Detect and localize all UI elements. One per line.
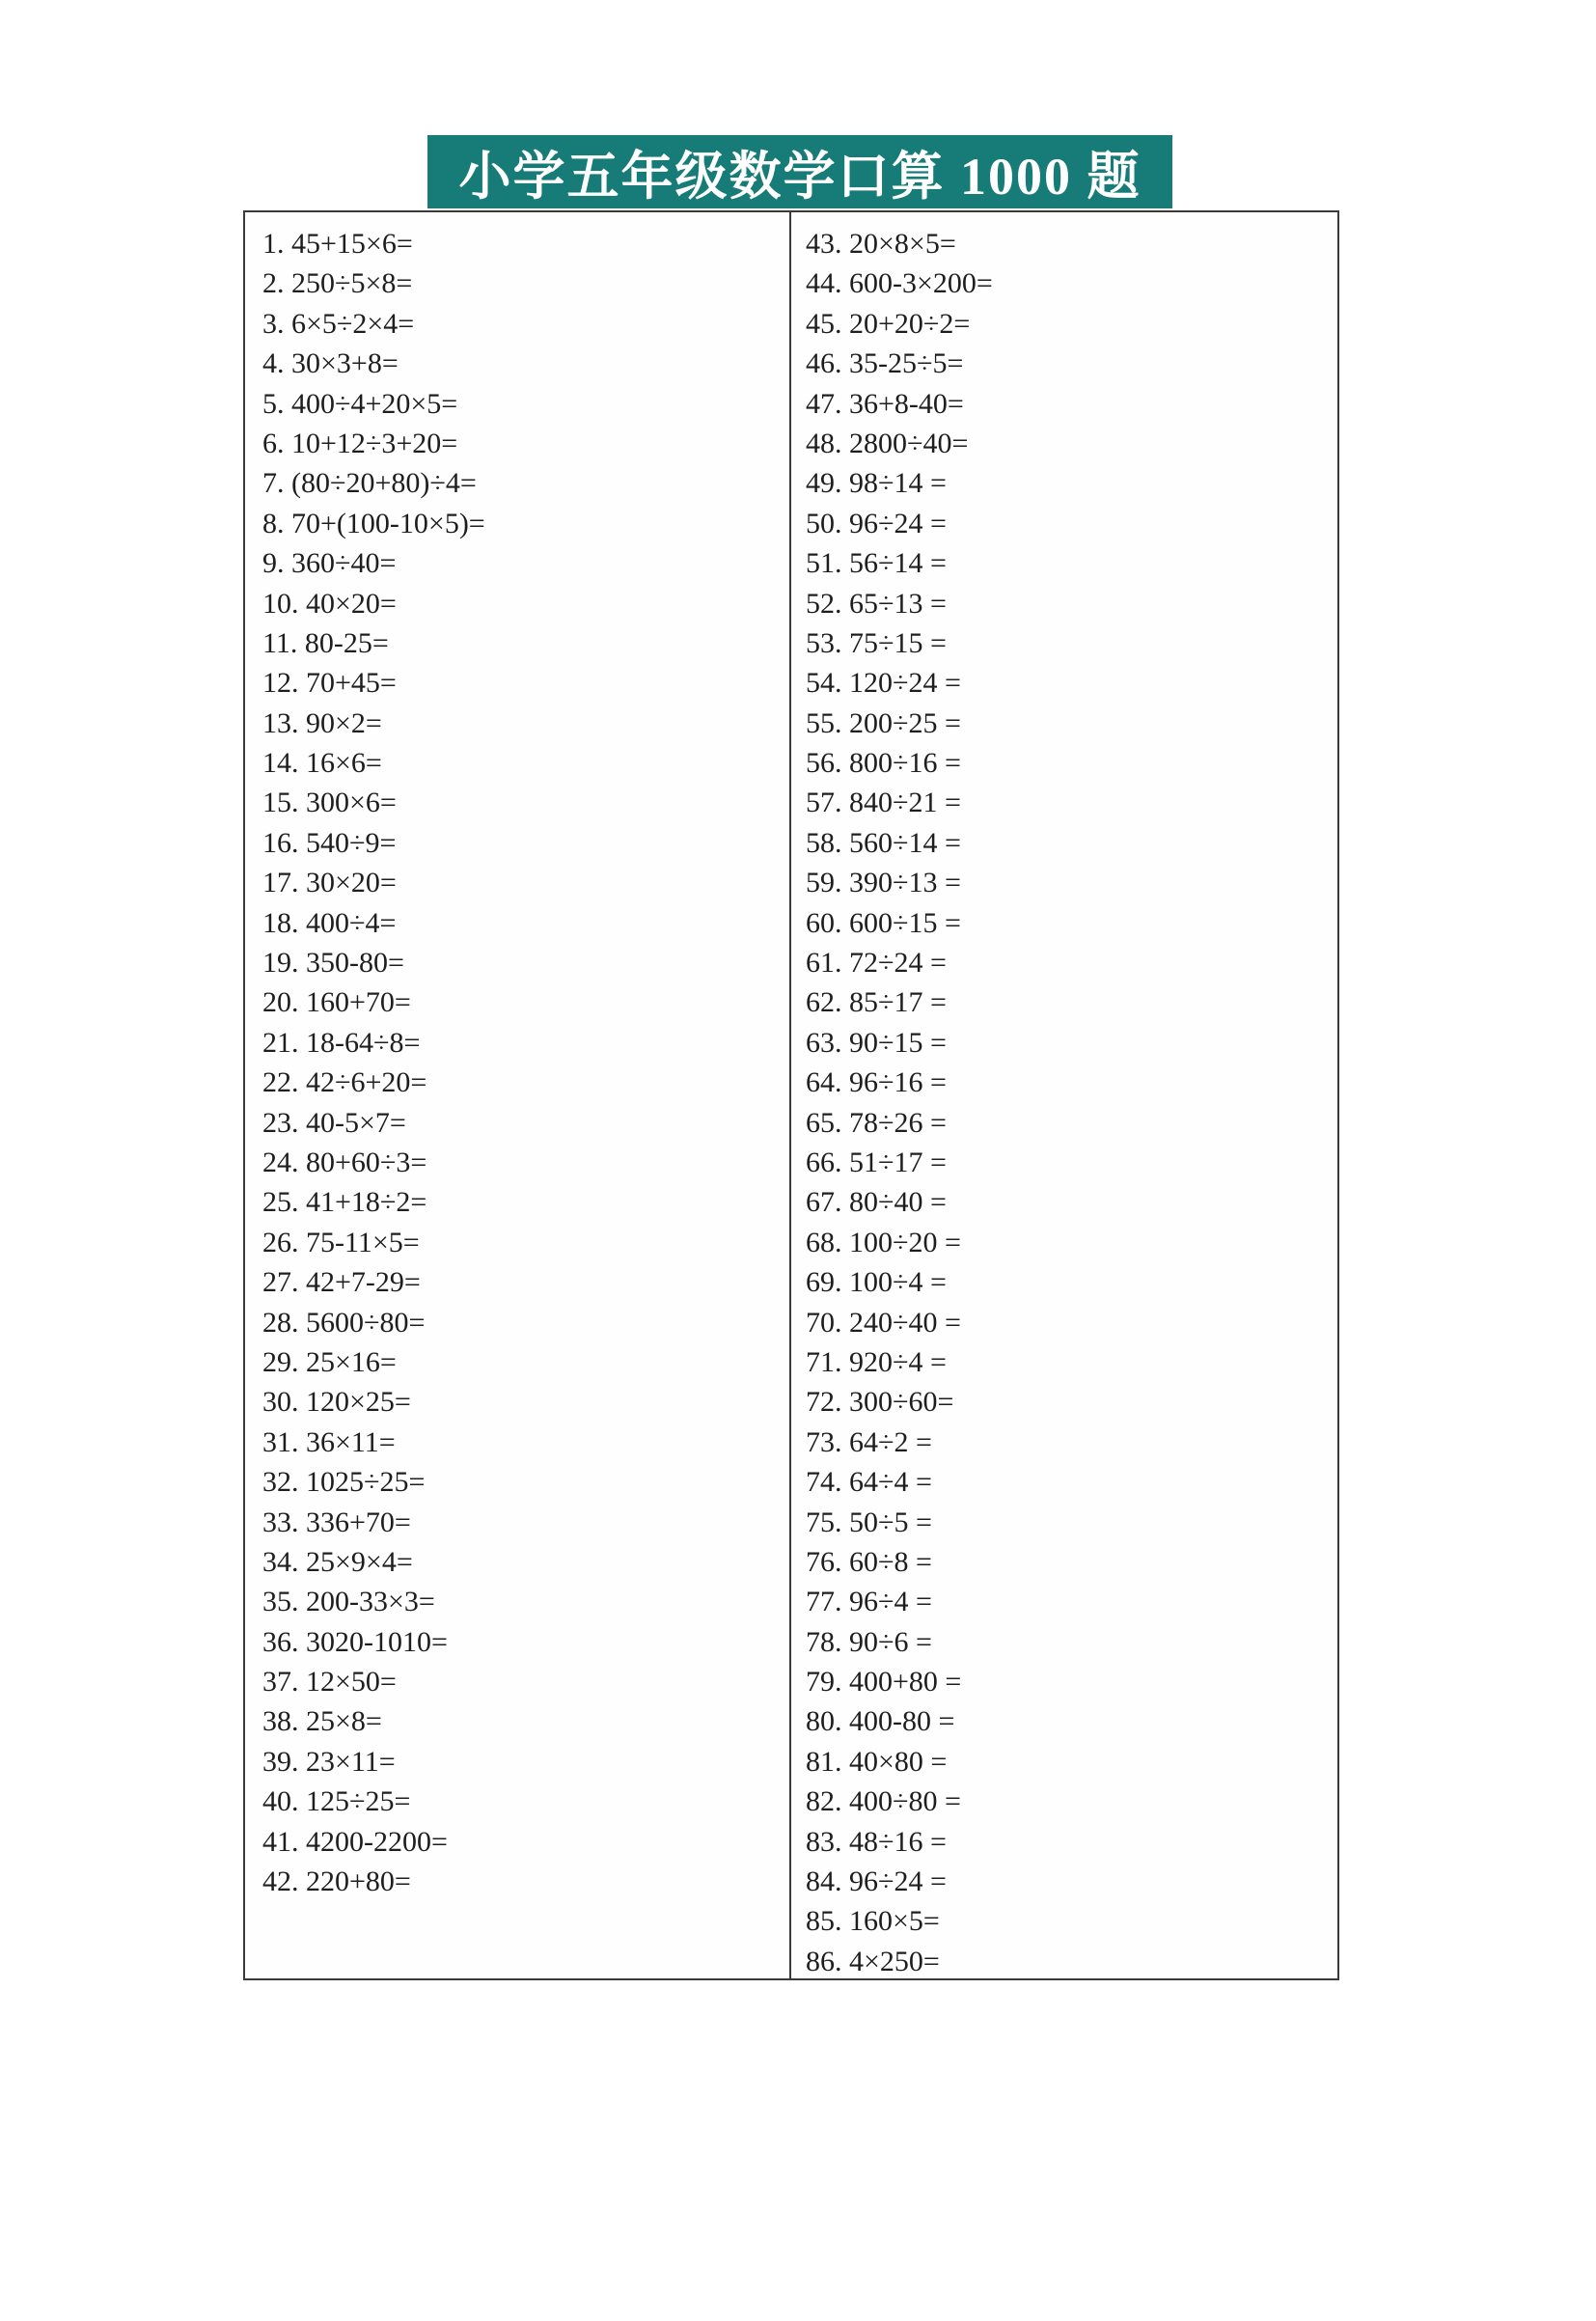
problem-item: 23. 40-5×7= [262,1106,406,1139]
problem-item: 52. 65÷13 = [806,587,947,620]
problem-item: 11. 80-25= [262,626,389,659]
problem-item: 7. (80÷20+80)÷4= [262,467,477,500]
problem-item: 61. 72÷24 = [806,947,947,980]
problem-item: 82. 400÷80 = [806,1785,961,1818]
problem-item: 36. 3020-1010= [262,1625,448,1658]
problem-item: 35. 200-33×3= [262,1586,435,1618]
problem-item: 51. 56÷14 = [806,547,947,580]
problems-column-right [791,212,1337,1978]
problem-item: 39. 23×11= [262,1745,396,1778]
problem-item: 60. 600÷15 = [806,906,961,939]
problem-item: 50. 96÷24 = [806,507,947,539]
problem-item: 86. 4×250= [806,1945,940,1977]
problem-item: 1. 45+15×6= [262,228,413,260]
problem-item: 2. 250÷5×8= [262,267,413,300]
problem-item: 6. 10+12÷3+20= [262,427,458,459]
problem-item: 62. 85÷17 = [806,986,947,1019]
problem-item: 74. 64÷4 = [806,1466,932,1499]
problem-item: 53. 75÷15 = [806,626,947,659]
problem-item: 9. 360÷40= [262,547,397,580]
problem-item: 68. 100÷20 = [806,1226,961,1258]
problem-item: 83. 48÷16 = [806,1825,947,1858]
problem-item: 25. 41+18÷2= [262,1186,427,1219]
problem-item: 85. 160×5= [806,1905,940,1938]
problem-item: 22. 42÷6+20= [262,1066,427,1099]
problem-item: 26. 75-11×5= [262,1226,420,1258]
problem-item: 73. 64÷2 = [806,1425,932,1458]
problem-item: 16. 540÷9= [262,826,397,859]
problem-item: 31. 36×11= [262,1425,396,1458]
problem-item: 76. 60÷8 = [806,1545,932,1578]
problem-item: 28. 5600÷80= [262,1306,426,1339]
problem-item: 69. 100÷4 = [806,1266,947,1299]
problem-item: 24. 80+60÷3= [262,1146,427,1178]
problem-item: 54. 120÷24 = [806,667,961,700]
problem-item: 29. 25×16= [262,1345,397,1378]
problem-item: 59. 390÷13 = [806,867,961,899]
problem-item: 37. 12×50= [262,1666,397,1699]
problem-item: 8. 70+(100-10×5)= [262,507,485,539]
problem-item: 33. 336+70= [262,1506,411,1538]
problem-item: 12. 70+45= [262,667,397,700]
problem-item: 15. 300×6= [262,787,397,819]
problem-item: 21. 18-64÷8= [262,1026,421,1059]
problem-item: 10. 40×20= [262,587,397,620]
problem-item: 77. 96÷4 = [806,1586,932,1618]
page-title: 小学五年级数学口算 1000 题 [427,135,1172,208]
problem-item: 79. 400+80 = [806,1666,962,1699]
problem-item: 40. 125÷25= [262,1785,411,1818]
problem-item: 42. 220+80= [262,1865,411,1898]
problems-column-left [245,212,791,1978]
problem-item: 44. 600-3×200= [806,267,993,300]
problem-item: 58. 560÷14 = [806,826,961,859]
problem-item: 32. 1025÷25= [262,1466,426,1499]
problem-item: 3. 6×5÷2×4= [262,307,415,340]
problem-item: 65. 78÷26 = [806,1106,947,1139]
problem-item: 70. 240÷40 = [806,1306,961,1339]
problem-item: 46. 35-25÷5= [806,347,964,380]
problem-item: 56. 800÷16 = [806,747,961,780]
problem-item: 48. 2800÷40= [806,427,969,459]
problem-item: 67. 80÷40 = [806,1186,947,1219]
problem-item: 38. 25×8= [262,1705,382,1738]
problem-item: 71. 920÷4 = [806,1345,947,1378]
problem-item: 49. 98÷14 = [806,467,947,500]
problem-item: 20. 160+70= [262,986,411,1019]
problem-item: 5. 400÷4+20×5= [262,387,458,420]
problem-item: 66. 51÷17 = [806,1146,947,1178]
problem-item: 78. 90÷6 = [806,1625,932,1658]
problems-table [243,210,1339,1980]
problem-item: 57. 840÷21 = [806,787,961,819]
problem-item: 27. 42+7-29= [262,1266,421,1299]
problem-item: 80. 400-80 = [806,1705,955,1738]
problem-item: 4. 30×3+8= [262,347,399,380]
problem-item: 41. 4200-2200= [262,1825,448,1858]
problem-item: 63. 90÷15 = [806,1026,947,1059]
problem-item: 55. 200÷25 = [806,706,961,739]
problem-item: 30. 120×25= [262,1386,411,1419]
problem-item: 17. 30×20= [262,867,397,899]
problem-item: 47. 36+8-40= [806,387,964,420]
problem-item: 45. 20+20÷2= [806,307,971,340]
problem-item: 19. 350-80= [262,947,404,980]
problem-item: 84. 96÷24 = [806,1865,947,1898]
problem-item: 18. 400÷4= [262,906,397,939]
problem-item: 81. 40×80 = [806,1745,948,1778]
problem-item: 72. 300÷60= [806,1386,954,1419]
problem-item: 14. 16×6= [262,747,382,780]
problem-item: 43. 20×8×5= [806,228,956,260]
problem-item: 13. 90×2= [262,706,382,739]
problem-item: 75. 50÷5 = [806,1506,932,1538]
problem-item: 34. 25×9×4= [262,1545,413,1578]
problem-item: 64. 96÷16 = [806,1066,947,1099]
